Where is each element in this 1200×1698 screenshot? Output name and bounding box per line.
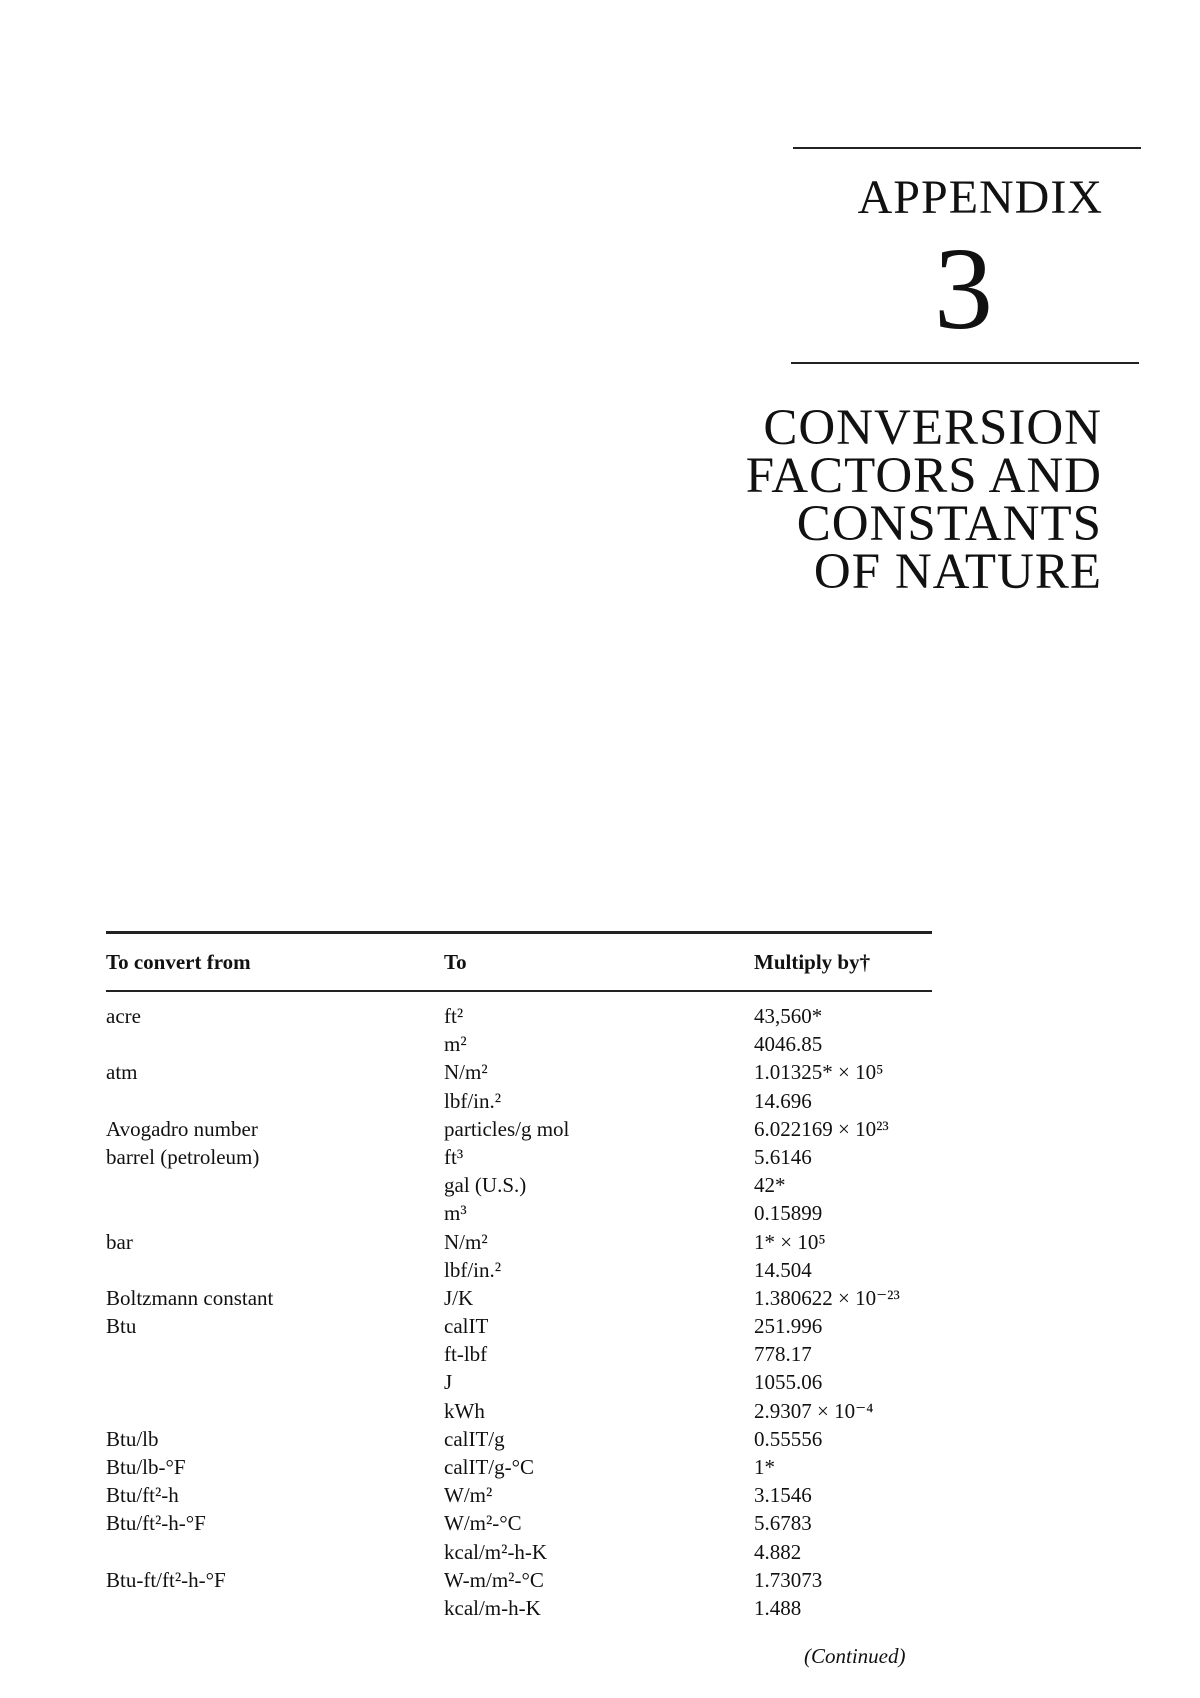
cell-to-unit: kWh xyxy=(444,1398,485,1423)
cell-factor: 43,560* xyxy=(754,1004,823,1028)
cell-from-unit xyxy=(106,1594,444,1622)
cell-to-unit: gal (U.S.) xyxy=(444,1173,527,1198)
cell-to-unit: W/m²-°C xyxy=(444,1511,522,1536)
cell-to-unit: ft² xyxy=(444,1004,464,1028)
cell-from-unit: Boltzmann constant xyxy=(106,1285,274,1310)
table-row xyxy=(106,1087,932,1115)
cell-from-unit: atm xyxy=(106,1060,138,1085)
table-row xyxy=(106,1509,932,1537)
cell-to-unit: W/m² xyxy=(444,1483,493,1508)
conversion-table xyxy=(106,931,932,1622)
cell-factor: 1.380622 × 10⁻²³ xyxy=(754,1285,900,1310)
cell-from-unit xyxy=(106,1030,444,1058)
cell-from-unit xyxy=(106,1171,444,1199)
table-row xyxy=(106,1002,932,1030)
cell-factor: 14.504 xyxy=(754,1257,812,1282)
cell-to-unit: calIT/g-°C xyxy=(444,1455,535,1479)
table-row xyxy=(106,1594,932,1622)
cell-to-unit: N/m² xyxy=(444,1060,488,1085)
cell-from-unit xyxy=(106,1087,444,1115)
table-header-row xyxy=(106,934,932,990)
cell-factor: 0.15899 xyxy=(754,1201,823,1226)
cell-from-unit xyxy=(106,1538,444,1566)
continued-note: (Continued) xyxy=(804,1644,906,1668)
cell-from-unit: acre xyxy=(106,1004,141,1028)
table-row xyxy=(106,1566,932,1594)
cell-from-unit: Avogadro number xyxy=(106,1116,258,1141)
cell-factor: 42* xyxy=(754,1173,786,1198)
table-row xyxy=(106,1481,932,1509)
table-row xyxy=(106,1143,932,1171)
chapter-title-line: CONSTANTS xyxy=(796,496,1102,552)
cell-to-unit: N/m² xyxy=(444,1229,488,1254)
cell-from-unit: Btu xyxy=(106,1314,137,1339)
cell-to-unit: J/K xyxy=(444,1285,474,1310)
header-convert-from: To convert from xyxy=(106,950,251,974)
cell-to-unit: kcal/m²-h-K xyxy=(444,1539,548,1564)
header-multiply-by: Multiply by† xyxy=(754,950,871,974)
cell-factor: 1* × 10⁵ xyxy=(754,1229,826,1254)
cell-factor: 5.6146 xyxy=(754,1144,812,1169)
table-row xyxy=(106,1425,932,1453)
cell-to-unit: ft³ xyxy=(444,1144,464,1169)
cell-factor: 1.73073 xyxy=(754,1567,823,1592)
cell-to-unit: lbf/in.² xyxy=(444,1257,502,1282)
cell-factor: 4046.85 xyxy=(754,1032,823,1057)
table-row xyxy=(106,1453,932,1481)
cell-factor: 4.882 xyxy=(754,1539,802,1564)
table-row xyxy=(106,1115,932,1143)
cell-to-unit: W-m/m²-°C xyxy=(444,1567,544,1592)
table-row xyxy=(106,1284,932,1312)
cell-to-unit: m² xyxy=(444,1032,467,1057)
cell-from-unit: barrel (petroleum) xyxy=(106,1144,260,1169)
chapter-title xyxy=(745,400,1102,600)
cell-to-unit: calIT/g xyxy=(444,1426,505,1451)
table-row xyxy=(106,1368,932,1396)
cell-factor: 1.01325* × 10⁵ xyxy=(754,1060,884,1085)
cell-to-unit: J xyxy=(444,1370,453,1395)
cell-factor: 6.022169 × 10²³ xyxy=(754,1116,889,1141)
cell-from-unit xyxy=(106,1340,444,1368)
table-row xyxy=(106,1538,932,1566)
conversion-table-grid xyxy=(106,934,932,990)
cell-factor: 5.6783 xyxy=(754,1511,812,1536)
cell-from-unit: bar xyxy=(106,1229,133,1254)
cell-from-unit: Btu-ft/ft²-h-°F xyxy=(106,1567,226,1592)
cell-from-unit: Btu/ft²-h xyxy=(106,1483,179,1508)
chapter-title-line: FACTORS AND xyxy=(745,448,1102,504)
table-row xyxy=(106,1340,932,1368)
cell-to-unit: m³ xyxy=(444,1201,467,1226)
table-row xyxy=(106,1228,932,1256)
cell-factor: 1055.06 xyxy=(754,1370,823,1395)
heading-bottom-rule xyxy=(791,362,1139,364)
table-row xyxy=(106,1312,932,1340)
table-row xyxy=(106,1058,932,1086)
cell-to-unit: lbf/in.² xyxy=(444,1088,502,1113)
cell-from-unit xyxy=(106,1368,444,1396)
chapter-title-line: CONVERSION xyxy=(763,400,1102,456)
cell-factor: 1.488 xyxy=(754,1595,802,1620)
header-to: To xyxy=(444,950,467,974)
cell-factor: 2.9307 × 10⁻⁴ xyxy=(754,1398,874,1423)
table-row xyxy=(106,1397,932,1425)
cell-factor: 0.55556 xyxy=(754,1426,823,1451)
table-row xyxy=(106,1256,932,1284)
table-row xyxy=(106,1171,932,1199)
cell-from-unit: Btu/lb-°F xyxy=(106,1455,186,1479)
cell-from-unit xyxy=(106,1397,444,1425)
cell-factor: 3.1546 xyxy=(754,1483,812,1508)
cell-to-unit: particles/g mol xyxy=(444,1116,570,1141)
cell-factor: 778.17 xyxy=(754,1342,812,1367)
cell-factor: 1* xyxy=(754,1455,775,1479)
cell-from-unit: Btu/lb xyxy=(106,1426,159,1451)
appendix-number: 3 xyxy=(934,223,993,354)
cell-to-unit: kcal/m-h-K xyxy=(444,1595,541,1620)
cell-to-unit: ft-lbf xyxy=(444,1342,488,1367)
table-row xyxy=(106,1030,932,1058)
conversion-table-body xyxy=(106,1002,932,1622)
cell-from-unit xyxy=(106,1199,444,1227)
cell-to-unit: calIT xyxy=(444,1314,489,1339)
cell-from-unit xyxy=(106,1256,444,1284)
cell-factor: 14.696 xyxy=(754,1088,812,1113)
cell-from-unit: Btu/ft²-h-°F xyxy=(106,1511,206,1536)
appendix-label: APPENDIX xyxy=(857,171,1103,224)
cell-factor: 251.996 xyxy=(754,1314,823,1339)
table-row xyxy=(106,1199,932,1227)
chapter-title-line: OF NATURE xyxy=(813,544,1102,600)
heading-top-rule xyxy=(793,147,1141,149)
